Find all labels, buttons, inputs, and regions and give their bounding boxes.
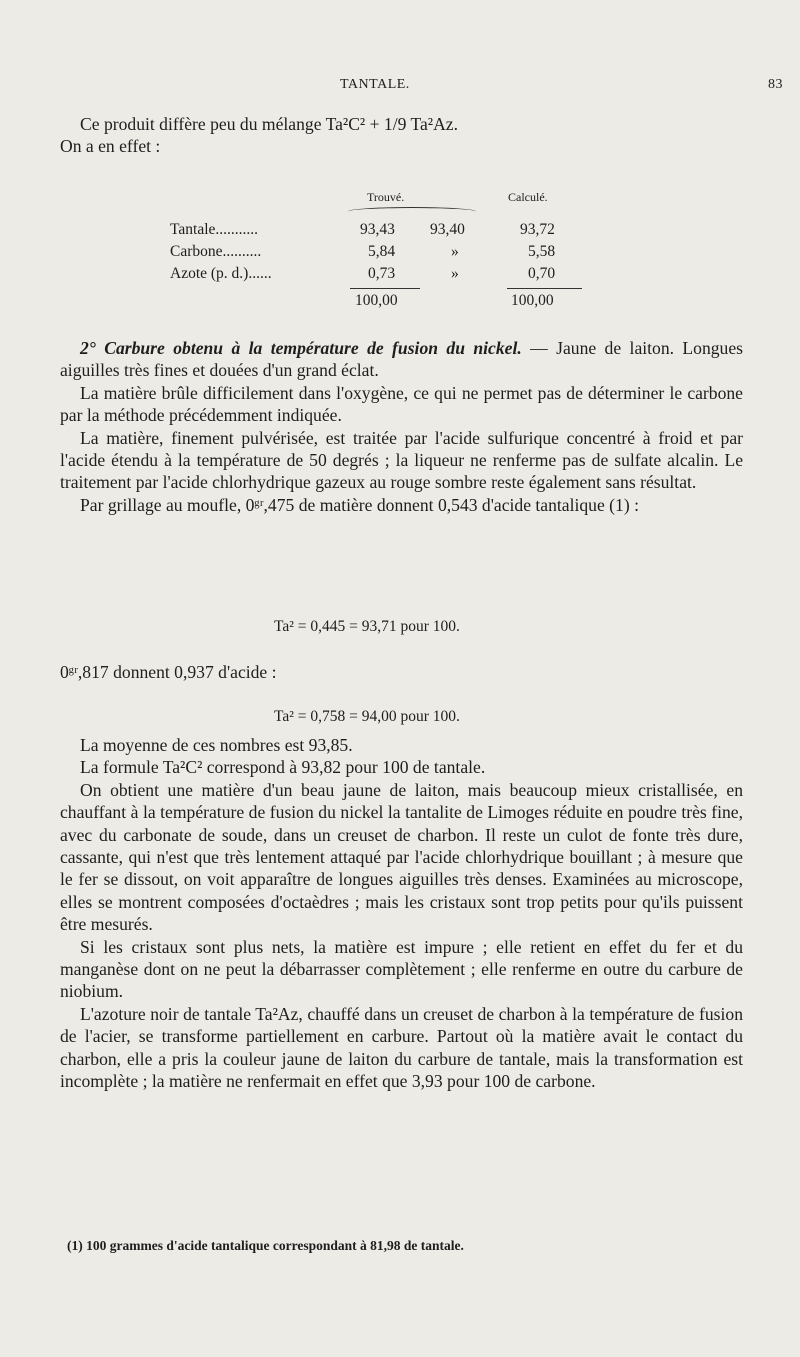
section-2 [60,337,743,516]
heading-tail: — Jaune de laiton. Longues aiguilles très fines et douées d'un grand éclat. [60,338,743,381]
paragraph: La formule Ta²C² correspond à 93,82 pour 100 de tantale. [80,757,486,778]
measurement-line: 0ᵍʳ,817 donnent 0,937 d'acide : [60,662,277,682]
element-label: Azote (p. d.)...... [170,265,272,282]
intro-block [60,113,743,158]
table-row [170,265,630,285]
column-header-found: Trouvé. [367,190,405,204]
header-brace [348,207,476,216]
table-row [170,221,630,241]
running-head [0,77,800,97]
paragraph: La matière, finement pulvérisée, est traitée par l'acide sulfurique concentré à froid et par l'acide étendu à la température de 50 degrés ; la liqueur ne renferme pas de sulfate alcalin. Le traitement par l'acide chlorhydrique gazeux au rouge sombre reste également sans résultat. [60,427,743,493]
section-heading-paragraph [60,337,743,382]
total-rule [507,288,582,289]
total-found: 100,00 [355,292,398,309]
paragraph: L'azoture noir de tantale Ta²Az, chauffé dans un creuset de charbon à la température de fusion de l'acier, se transforme partiellement en carbure. Partout où la matière avait le contact du charbon, elle a pris la couleur jaune de laiton du carbure de tantale, mais la transformation est incomplète ; la matière ne renfermait en effet que 3,93 pour 100 de carbone. [60,1003,743,1092]
found-value: 93,43 [360,221,395,238]
analysis-table [170,190,630,320]
element-label: Tantale........... [170,221,259,238]
intro-line: Ce produit diffère peu du mélange Ta²C² + 1/9 Ta²Az. [80,114,458,134]
footnote: (1) 100 grammes d'acide tantalique correspondant à 81,98 de tantale. [67,1238,464,1253]
found-value: 93,40 [430,221,465,238]
formula: Ta² = 0,758 = 94,00 pour 100. [274,708,460,725]
table-row [170,243,630,263]
formula: Ta² = 0,445 = 93,71 pour 100. [274,618,460,635]
found-value: » [451,265,459,282]
section-3 [60,734,743,1093]
found-value: 5,84 [368,243,396,260]
found-value: » [451,243,459,260]
calculated-value: 5,58 [528,243,556,260]
paragraph: Si les cristaux sont plus nets, la matière est impure ; elle retient en effet du fer et du manganèse dont on ne peut la débarrasser complètement ; elle renferme en outre du carbure de niobium. [60,936,743,1002]
intro-line: On a en effet : [60,136,161,157]
calculated-value: 93,72 [520,221,555,238]
paragraph: On obtient une matière d'un beau jaune de laiton, mais beaucoup mieux cristallisée, en chauffant à la température de fusion du nickel la tantalite de Limoges réduite en poudre très fine, avec du carbonate de soude, dans un creuset de charbon. Il reste un culot de fonte très dure, cassante, qui n'est que très lentement attaqué par l'acide chlorhydrique bouillant ; à mesure que le fer se dissout, on voit apparaître de longues aiguilles très denses. Examinées au microscope, elles se montrent composées d'octaèdres ; mais les cristaux sont trop petits pour qu'ils puissent être mesurés. [60,779,743,935]
running-title: TANTALE. [340,77,410,92]
totals-row [170,292,630,312]
paragraph: Par grillage au moufle, 0ᵍʳ,475 de matière donnent 0,543 d'acide tantalique (1) : [80,494,639,515]
found-value: 0,73 [368,265,396,282]
section-heading: 2° Carbure obtenu à la température de fusion du nickel. [80,338,522,358]
total-calculated: 100,00 [511,292,554,309]
calculated-value: 0,70 [528,265,556,282]
total-rule [350,288,420,289]
element-label: Carbone.......... [170,243,262,260]
page-number: 83 [768,77,783,92]
paragraph: La matière brûle difficilement dans l'oxygène, ce qui ne permet pas de déterminer le carbone par la méthode précédemment indiquée. [60,382,743,426]
paragraph: La moyenne de ces nombres est 93,85. [80,735,353,755]
column-header-calculated: Calculé. [508,190,548,204]
